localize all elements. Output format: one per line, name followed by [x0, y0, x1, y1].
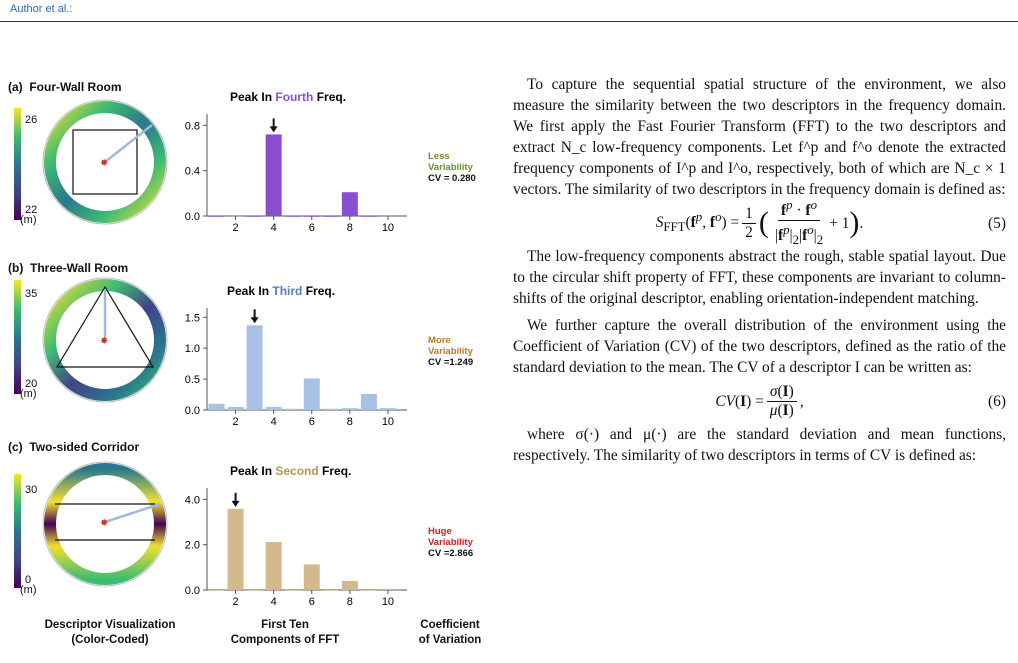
bar-5	[285, 590, 301, 591]
cv-note-a: Less Variability CV = 0.280	[428, 151, 476, 184]
bar-1	[209, 404, 225, 410]
descriptor-ring-b	[40, 275, 170, 405]
peak-arrow-head	[251, 317, 259, 323]
colorbar-b	[14, 280, 21, 394]
y-tick-label: 0.8	[184, 120, 200, 133]
bar-10	[380, 215, 396, 216]
bar-3	[247, 216, 263, 217]
bar-4	[266, 407, 282, 410]
bar-8	[342, 581, 358, 590]
bar-3	[247, 590, 263, 591]
bar-8	[342, 408, 358, 410]
x-tick-label: 4	[270, 416, 277, 428]
paragraph-fft: To capture the sequential spatial structure of the environment, we also measure the similarity between the two descriptors in the frequency domain. We first apply the Fast Fourier Transform (FFT) to the two descriptors and extract N_c low-frequency components. Let f^p and f^o denote the extracted frequency components of I^p and I^o, respectively, both of which are N_c × 1 vectors. The similarity of two descriptors in the frequency domain is defined as:	[513, 76, 1006, 198]
bar-6	[304, 378, 320, 410]
peak-label-c: Peak In Second Freq.	[230, 464, 352, 478]
colorbar-a	[14, 108, 21, 220]
bar-7	[323, 216, 339, 217]
bar-1	[209, 216, 225, 217]
bar-4	[266, 134, 282, 216]
y-tick-label: 2.0	[184, 539, 200, 552]
bar-1	[209, 590, 225, 591]
y-tick-label: 0.0	[184, 585, 200, 597]
bar-4	[266, 542, 282, 590]
descriptor-ring-a	[40, 97, 170, 227]
x-tick-label: 2	[232, 416, 239, 428]
bar-3	[247, 325, 263, 410]
caption-cv: Coefficient of Variation	[418, 619, 482, 646]
bar-6	[304, 216, 320, 217]
paragraph-where: where σ(·) and μ(·) are the standard deviation and mean functions, respectively. The similarity of two descriptors in terms of CV is defined as:	[513, 426, 1006, 464]
y-tick-label: 4.0	[184, 494, 200, 507]
header-rule	[0, 21, 1018, 22]
running-title: Author et al.:	[10, 3, 73, 15]
x-tick-label: 2	[232, 596, 239, 608]
descriptor-ring-c	[40, 459, 170, 589]
bar-2	[228, 215, 244, 216]
equation-6: CV(I) = $\frac{\sigma(I)}{\mu(I)}$ , (6)	[715, 382, 1006, 419]
robot-marker-c: ✸	[100, 518, 109, 529]
cv-note-b: More Variability CV =1.249	[428, 335, 474, 368]
equation-6-number: (6)	[988, 392, 1006, 410]
body-text	[513, 74, 1006, 466]
equation-5: $S_{FFT}(f^p$, $f^o$) = $\frac{1}{2}$ ( $\frac{f^p \cdot f^o}{|f^p|_2|f^o|_2}$ + 1 ) . (5)	[655, 198, 1006, 248]
equation-5-number: (5)	[988, 214, 1006, 232]
bar-2	[228, 509, 244, 590]
x-tick-label: 6	[308, 416, 315, 428]
fft-chart-b	[175, 278, 420, 428]
robot-marker-b: ✸	[100, 336, 109, 347]
bar-9	[361, 590, 377, 591]
y-tick-label: 1.0	[184, 343, 200, 356]
fft-chart-a	[175, 84, 420, 234]
cv-note-c: Huge Variability CV =2.866	[428, 526, 474, 559]
colorbar-a-min: 22	[25, 204, 38, 216]
bar-6	[304, 564, 320, 590]
bar-5	[285, 216, 301, 217]
bar-10	[380, 589, 396, 590]
bar-10	[380, 408, 396, 410]
bar-5	[285, 409, 301, 410]
robot-marker-a: ✸	[100, 158, 109, 169]
paragraph-low-freq: The low-frequency components abstract the rough, stable spatial layout. Due to the circular shift property of FFT, these components are invariant to column-shifts of the original descriptor, enabling orientation-independent matching.	[513, 248, 1006, 307]
colorbar-c	[14, 474, 21, 588]
y-tick-label: 0.4	[184, 165, 200, 178]
panel-c-label: (c) Two-sided Corridor	[8, 440, 140, 454]
x-tick-label: 10	[381, 416, 395, 428]
x-tick-label: 4	[270, 222, 277, 234]
colorbar-c-min: 0	[25, 574, 32, 586]
colorbar-b-max: 35	[25, 288, 38, 300]
bar-2	[228, 407, 244, 410]
x-tick-label: 8	[346, 596, 353, 608]
bar-9	[361, 394, 377, 410]
bar-8	[342, 192, 358, 216]
caption-descriptor: Descriptor Visualization (Color-Coded)	[44, 619, 176, 646]
fft-chart-c	[175, 458, 420, 608]
y-tick-label: 0.5	[184, 374, 200, 387]
colorbar-c-unit: (m)	[20, 584, 37, 596]
y-tick-label: 0.0	[184, 211, 200, 223]
colorbar-a-max: 26	[25, 114, 38, 126]
y-tick-label: 1.5	[184, 312, 200, 325]
peak-label-a: Peak In Fourth Freq.	[230, 90, 347, 104]
panel-b-label: (b) Three-Wall Room	[8, 261, 129, 275]
peak-arrow-head	[270, 126, 278, 132]
bar-9	[361, 216, 377, 217]
x-tick-label: 10	[381, 222, 395, 234]
x-tick-label: 10	[381, 596, 395, 608]
caption-fft: First Ten Components of FFT	[230, 619, 340, 646]
bar-7	[323, 590, 339, 591]
x-tick-label: 2	[232, 222, 239, 234]
bar-7	[323, 409, 339, 410]
colorbar-a-unit: (m)	[20, 214, 37, 226]
x-tick-label: 8	[346, 416, 353, 428]
y-tick-label: 0.0	[184, 405, 200, 417]
x-tick-label: 6	[308, 222, 315, 234]
peak-label-b: Peak In Third Freq.	[227, 284, 336, 298]
x-tick-label: 6	[308, 596, 315, 608]
colorbar-c-max: 30	[25, 484, 38, 496]
x-tick-label: 4	[270, 596, 277, 608]
panel-a-label: (a) Four-Wall Room	[8, 80, 122, 94]
paragraph-cv: We further capture the overall distribution of the environment using the Coefficient of Variation (CV) of the two descriptors, defined as the ratio of the standard deviation to the mean. The CV of a descriptor I can be written as:	[513, 317, 1006, 376]
x-tick-label: 8	[346, 222, 353, 234]
colorbar-b-min: 20	[25, 378, 38, 390]
peak-arrow-head	[232, 501, 240, 507]
colorbar-b-unit: (m)	[20, 388, 37, 400]
